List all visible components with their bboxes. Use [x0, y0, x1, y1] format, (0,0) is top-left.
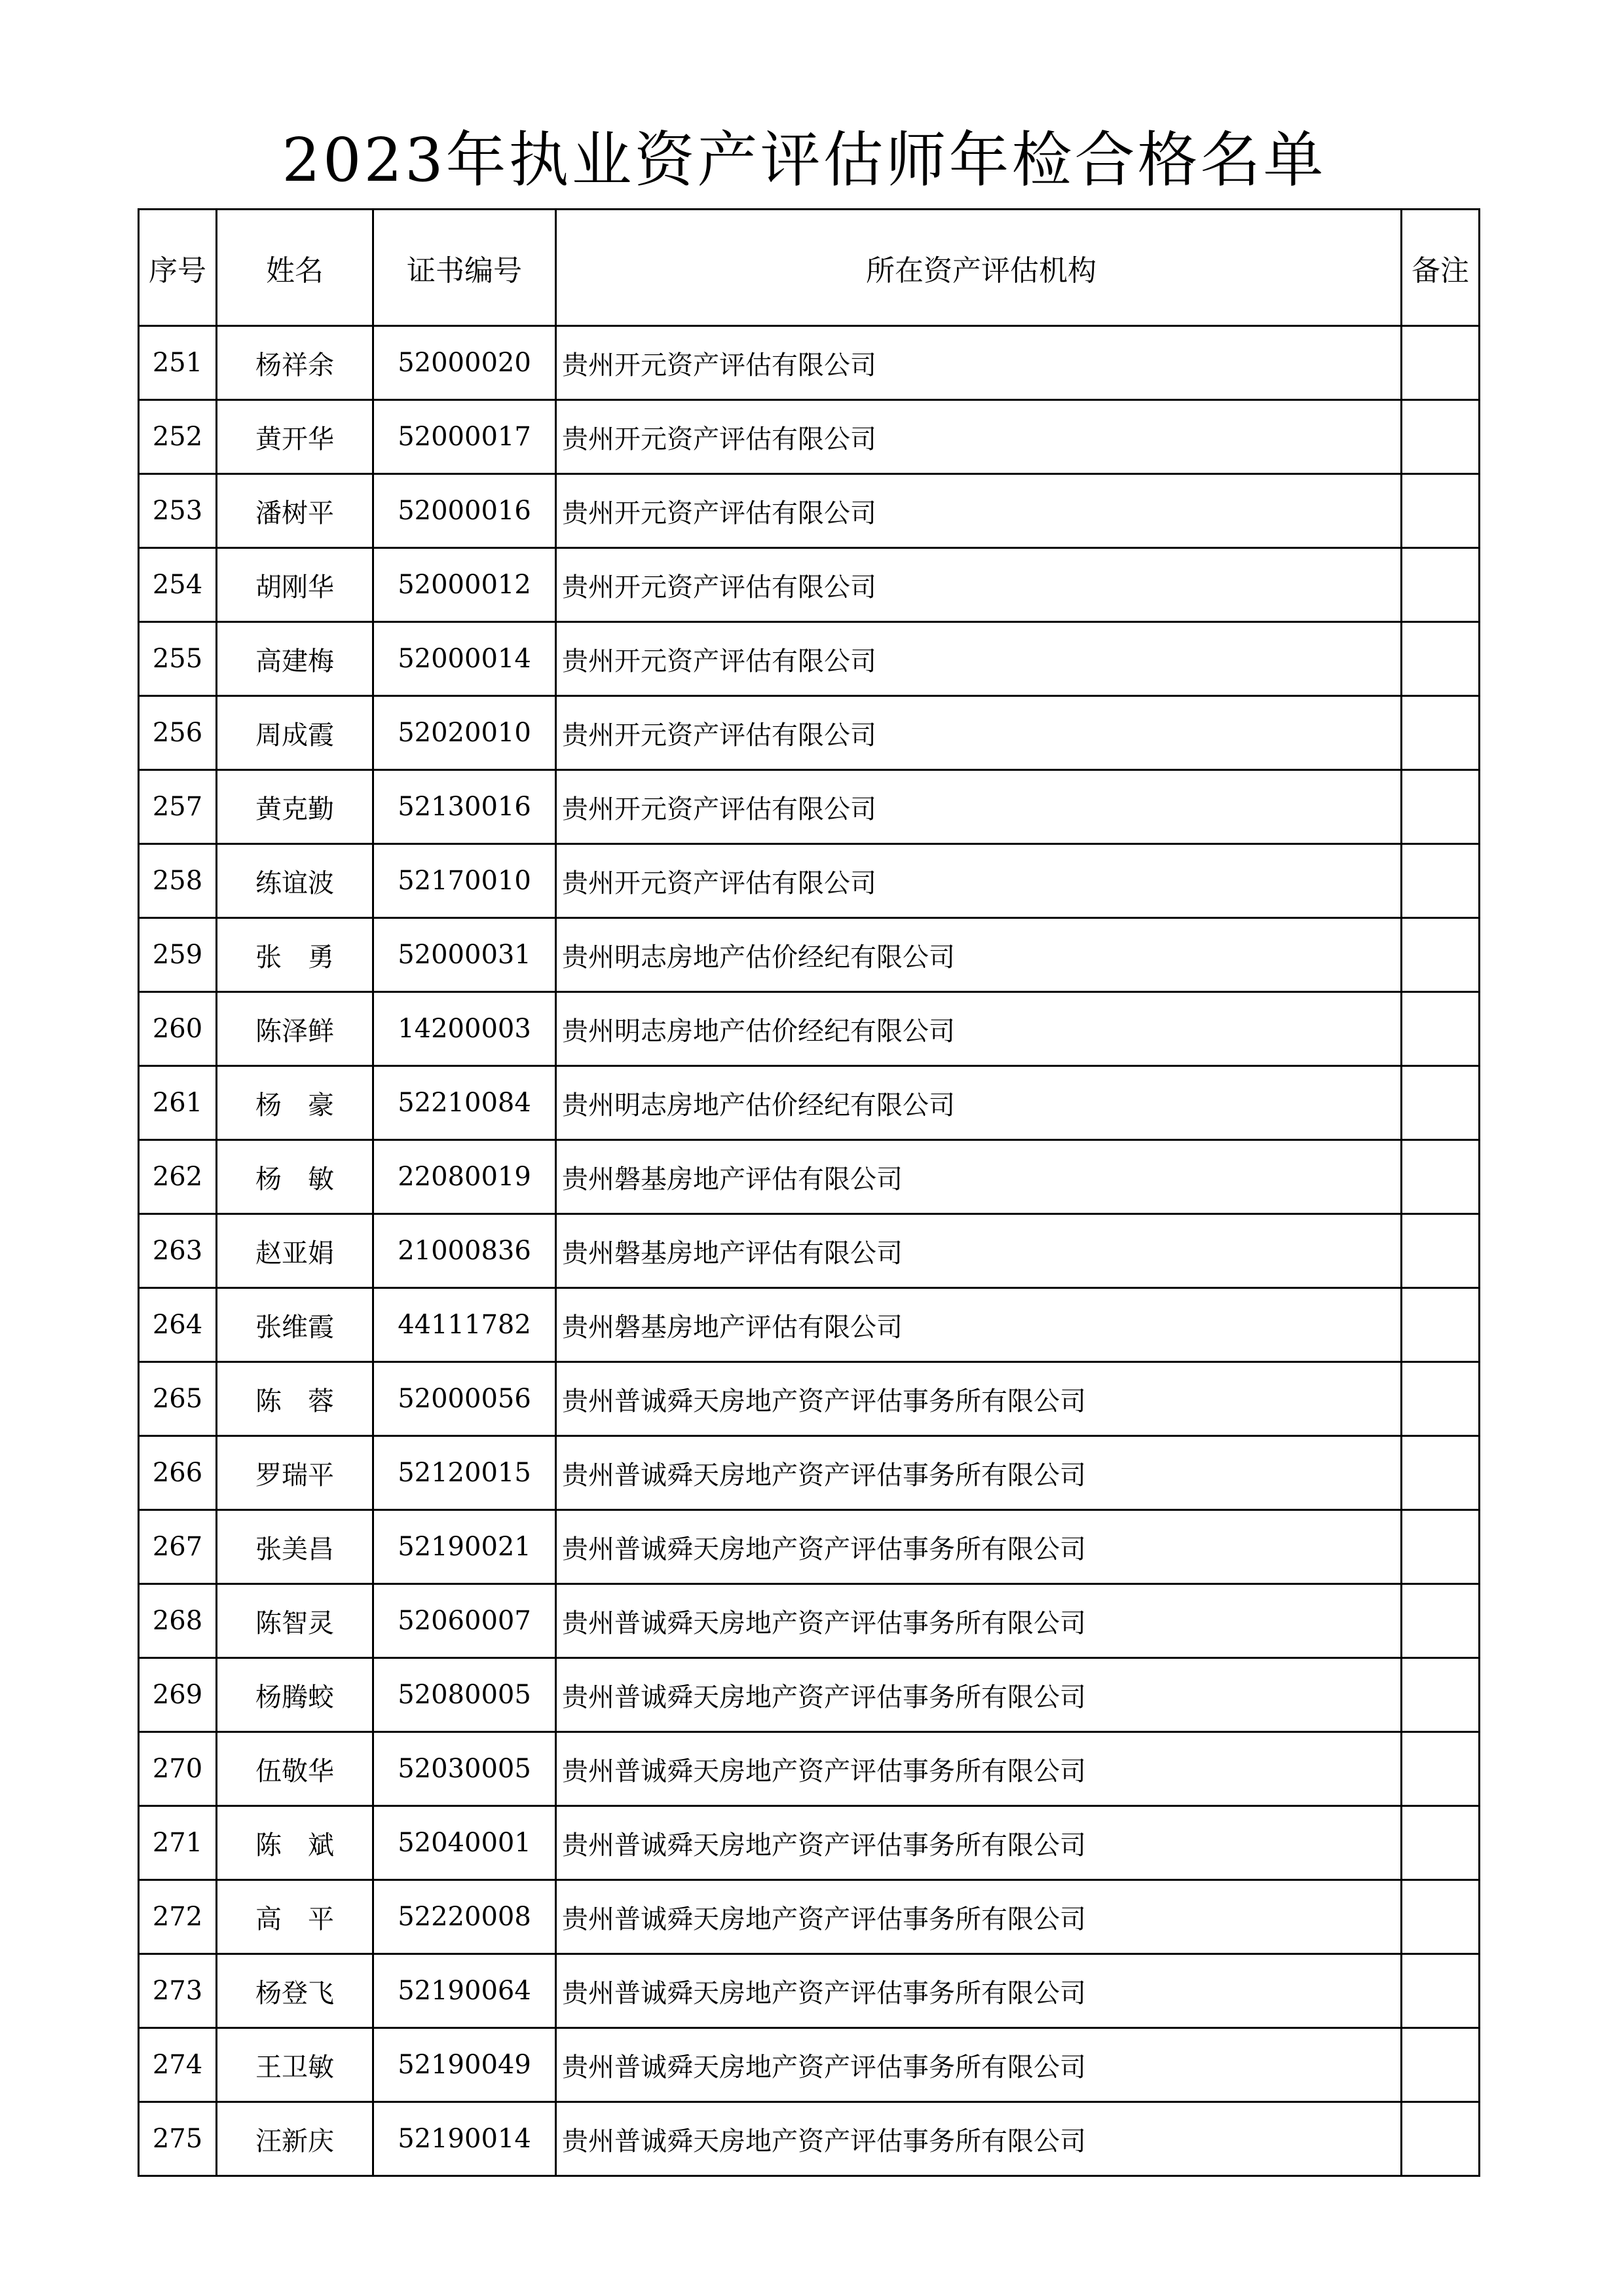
cell-note [1402, 1954, 1480, 2028]
cell-no: 261 [139, 1066, 217, 1140]
cell-name: 高建梅 [217, 622, 373, 696]
cell-name: 黄开华 [217, 400, 373, 474]
table-row [139, 622, 1480, 696]
cell-name: 黄克勤 [217, 770, 373, 844]
cell-note [1402, 1732, 1480, 1806]
cell-name: 张美昌 [217, 1510, 373, 1584]
cell-no: 267 [139, 1510, 217, 1584]
cell-note [1402, 1880, 1480, 1954]
cell-org: 贵州普诚舜天房地产资产评估事务所有限公司 [556, 1510, 1402, 1584]
cell-note [1402, 474, 1480, 548]
cell-name: 潘树平 [217, 474, 373, 548]
cell-note [1402, 1584, 1480, 1658]
cell-name: 胡刚华 [217, 548, 373, 622]
document-title: 2023年执业资产评估师年检合格名单 [282, 125, 1326, 195]
cell-cert: 52170010 [373, 844, 556, 918]
cell-org: 贵州开元资产评估有限公司 [556, 844, 1402, 918]
cell-cert: 52080005 [373, 1658, 556, 1732]
table-row [139, 1806, 1480, 1880]
cell-no: 274 [139, 2028, 217, 2102]
cell-name: 高 平 [217, 1880, 373, 1954]
cell-no: 266 [139, 1436, 217, 1510]
cell-org: 贵州开元资产评估有限公司 [556, 548, 1402, 622]
cell-name: 杨 敏 [217, 1140, 373, 1214]
cell-no: 263 [139, 1214, 217, 1288]
header-note: 备注 [1402, 210, 1480, 326]
cell-name: 张 勇 [217, 918, 373, 992]
cell-no: 273 [139, 1954, 217, 2028]
cell-note [1402, 844, 1480, 918]
cell-no: 254 [139, 548, 217, 622]
cell-org: 贵州磐基房地产评估有限公司 [556, 1288, 1402, 1362]
cell-no: 259 [139, 918, 217, 992]
cell-cert: 52190064 [373, 1954, 556, 2028]
cell-no: 262 [139, 1140, 217, 1214]
cell-name: 杨腾蛟 [217, 1658, 373, 1732]
cell-name: 赵亚娟 [217, 1214, 373, 1288]
table-row [139, 1214, 1480, 1288]
cell-note [1402, 2028, 1480, 2102]
cell-note [1402, 622, 1480, 696]
cell-note [1402, 992, 1480, 1066]
cell-cert: 14200003 [373, 992, 556, 1066]
cell-cert: 52190014 [373, 2102, 556, 2176]
table-row [139, 2028, 1480, 2102]
cell-no: 256 [139, 696, 217, 770]
cell-no: 264 [139, 1288, 217, 1362]
cell-cert: 52210084 [373, 1066, 556, 1140]
cell-name: 杨 豪 [217, 1066, 373, 1140]
cell-name: 陈 斌 [217, 1806, 373, 1880]
header-cert: 证书编号 [373, 210, 556, 326]
cell-org: 贵州普诚舜天房地产资产评估事务所有限公司 [556, 2028, 1402, 2102]
roster-table [138, 208, 1480, 2177]
header-row [139, 210, 1480, 326]
cell-name: 张维霞 [217, 1288, 373, 1362]
cell-cert: 21000836 [373, 1214, 556, 1288]
cell-name: 杨祥余 [217, 326, 373, 400]
cell-no: 270 [139, 1732, 217, 1806]
table-row [139, 548, 1480, 622]
table-row [139, 1658, 1480, 1732]
cell-cert: 52190021 [373, 1510, 556, 1584]
cell-cert: 52030005 [373, 1732, 556, 1806]
cell-org: 贵州普诚舜天房地产资产评估事务所有限公司 [556, 1658, 1402, 1732]
cell-name: 汪新庆 [217, 2102, 373, 2176]
cell-cert: 52060007 [373, 1584, 556, 1658]
table-row [139, 770, 1480, 844]
cell-cert: 52000020 [373, 326, 556, 400]
table-row [139, 1288, 1480, 1362]
cell-cert: 52000012 [373, 548, 556, 622]
table-row [139, 1436, 1480, 1510]
cell-note [1402, 1658, 1480, 1732]
cell-cert: 52000056 [373, 1362, 556, 1436]
table-row [139, 1140, 1480, 1214]
cell-no: 265 [139, 1362, 217, 1436]
cell-no: 258 [139, 844, 217, 918]
cell-name: 周成霞 [217, 696, 373, 770]
cell-cert: 52190049 [373, 2028, 556, 2102]
table-row [139, 400, 1480, 474]
cell-no: 269 [139, 1658, 217, 1732]
cell-note [1402, 1510, 1480, 1584]
table-row [139, 844, 1480, 918]
table-row [139, 1880, 1480, 1954]
cell-cert: 52000031 [373, 918, 556, 992]
cell-name: 陈智灵 [217, 1584, 373, 1658]
header-org: 所在资产评估机构 [556, 210, 1402, 326]
table-row [139, 1362, 1480, 1436]
cell-org: 贵州开元资产评估有限公司 [556, 770, 1402, 844]
cell-no: 253 [139, 474, 217, 548]
cell-no: 272 [139, 1880, 217, 1954]
cell-org: 贵州普诚舜天房地产资产评估事务所有限公司 [556, 1880, 1402, 1954]
cell-note [1402, 1066, 1480, 1140]
cell-note [1402, 2102, 1480, 2176]
cell-org: 贵州开元资产评估有限公司 [556, 326, 1402, 400]
cell-no: 255 [139, 622, 217, 696]
cell-no: 260 [139, 992, 217, 1066]
cell-cert: 44111782 [373, 1288, 556, 1362]
cell-cert: 52040001 [373, 1806, 556, 1880]
cell-note [1402, 548, 1480, 622]
cell-org: 贵州开元资产评估有限公司 [556, 696, 1402, 770]
cell-org: 贵州明志房地产估价经纪有限公司 [556, 918, 1402, 992]
cell-org: 贵州磐基房地产评估有限公司 [556, 1214, 1402, 1288]
cell-note [1402, 770, 1480, 844]
table-row [139, 1954, 1480, 2028]
table-header [139, 210, 1480, 326]
cell-org: 贵州普诚舜天房地产资产评估事务所有限公司 [556, 2102, 1402, 2176]
cell-org: 贵州普诚舜天房地产资产评估事务所有限公司 [556, 1806, 1402, 1880]
cell-name: 陈 蓉 [217, 1362, 373, 1436]
table-row [139, 474, 1480, 548]
cell-org: 贵州开元资产评估有限公司 [556, 474, 1402, 548]
cell-no: 252 [139, 400, 217, 474]
cell-note [1402, 1288, 1480, 1362]
header-no: 序号 [139, 210, 217, 326]
cell-no: 251 [139, 326, 217, 400]
cell-org: 贵州磐基房地产评估有限公司 [556, 1140, 1402, 1214]
cell-no: 257 [139, 770, 217, 844]
cell-note [1402, 918, 1480, 992]
table-row [139, 1584, 1480, 1658]
cell-note [1402, 1362, 1480, 1436]
table-row [139, 696, 1480, 770]
cell-cert: 52020010 [373, 696, 556, 770]
cell-cert: 52000014 [373, 622, 556, 696]
cell-note [1402, 696, 1480, 770]
cell-cert: 52220008 [373, 1880, 556, 1954]
table-body [139, 326, 1480, 2176]
cell-cert: 52130016 [373, 770, 556, 844]
table-row [139, 326, 1480, 400]
header-name: 姓名 [217, 210, 373, 326]
cell-org: 贵州开元资产评估有限公司 [556, 400, 1402, 474]
cell-org: 贵州普诚舜天房地产资产评估事务所有限公司 [556, 1954, 1402, 2028]
cell-org: 贵州普诚舜天房地产资产评估事务所有限公司 [556, 1436, 1402, 1510]
table-row [139, 992, 1480, 1066]
cell-cert: 22080019 [373, 1140, 556, 1214]
cell-org: 贵州普诚舜天房地产资产评估事务所有限公司 [556, 1584, 1402, 1658]
table-row [139, 2102, 1480, 2176]
table-row [139, 1066, 1480, 1140]
cell-note [1402, 1140, 1480, 1214]
table-row [139, 1510, 1480, 1584]
cell-note [1402, 326, 1480, 400]
table-row [139, 1732, 1480, 1806]
cell-note [1402, 400, 1480, 474]
table-row [139, 918, 1480, 992]
cell-cert: 52120015 [373, 1436, 556, 1510]
cell-name: 王卫敏 [217, 2028, 373, 2102]
cell-org: 贵州明志房地产估价经纪有限公司 [556, 992, 1402, 1066]
cell-org: 贵州普诚舜天房地产资产评估事务所有限公司 [556, 1732, 1402, 1806]
cell-org: 贵州普诚舜天房地产资产评估事务所有限公司 [556, 1362, 1402, 1436]
cell-cert: 52000016 [373, 474, 556, 548]
cell-org: 贵州开元资产评估有限公司 [556, 622, 1402, 696]
cell-name: 陈泽鲜 [217, 992, 373, 1066]
cell-no: 275 [139, 2102, 217, 2176]
cell-note [1402, 1214, 1480, 1288]
cell-name: 伍敬华 [217, 1732, 373, 1806]
cell-note [1402, 1806, 1480, 1880]
cell-name: 杨登飞 [217, 1954, 373, 2028]
cell-no: 271 [139, 1806, 217, 1880]
cell-name: 练谊波 [217, 844, 373, 918]
cell-cert: 52000017 [373, 400, 556, 474]
cell-note [1402, 1436, 1480, 1510]
cell-org: 贵州明志房地产估价经纪有限公司 [556, 1066, 1402, 1140]
cell-name: 罗瑞平 [217, 1436, 373, 1510]
cell-no: 268 [139, 1584, 217, 1658]
